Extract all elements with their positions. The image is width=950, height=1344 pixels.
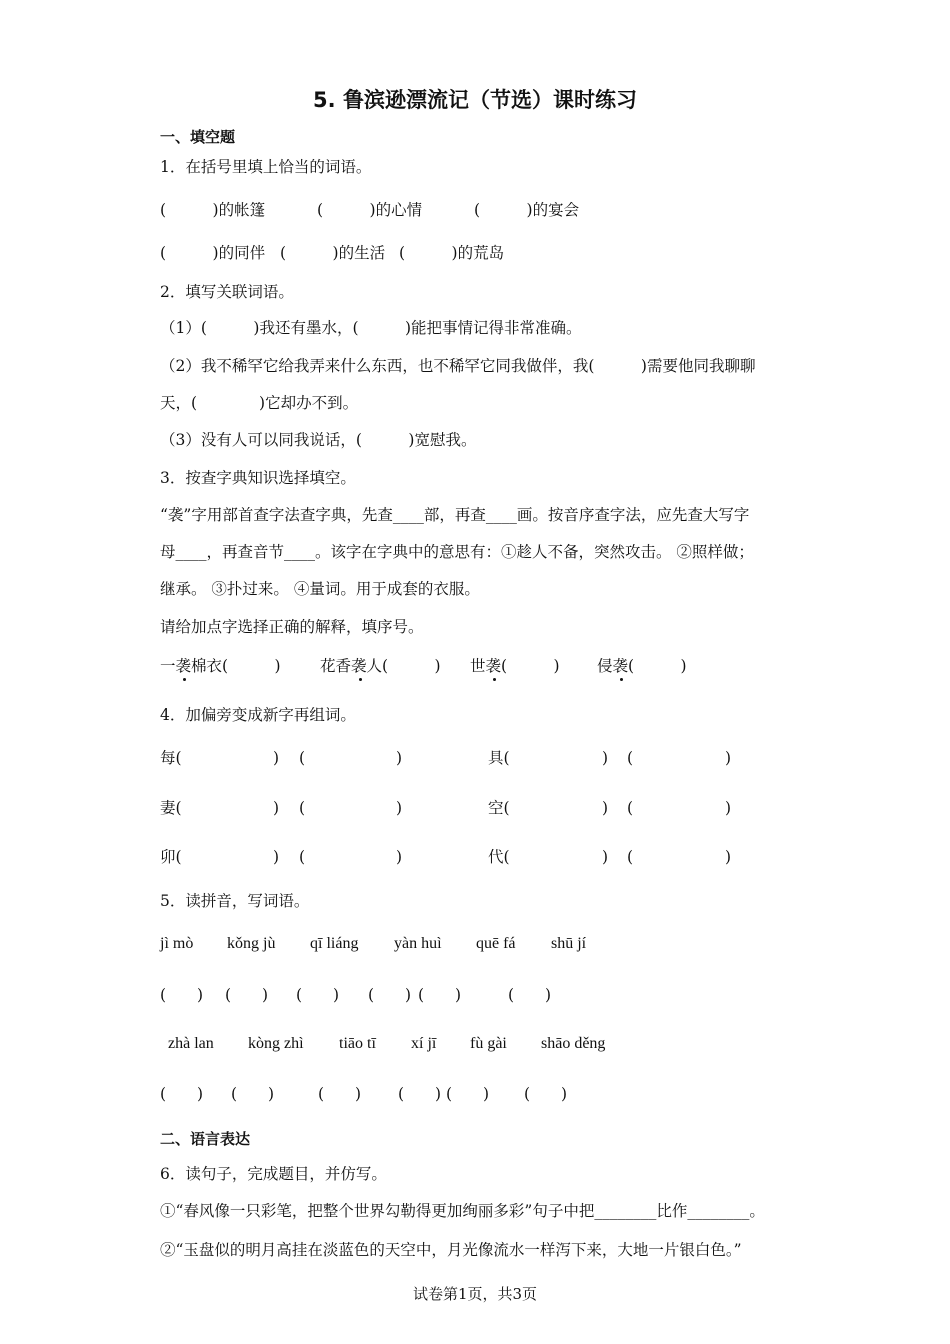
q4-cell: ): [273, 799, 280, 817]
q5-blank: ( ): [160, 1085, 204, 1103]
pinyin-word: fù gài: [470, 1035, 507, 1052]
q2-line: （3）没有人可以同我说话，( )宽慰我。: [160, 431, 477, 449]
q5-blank: ( ): [368, 986, 412, 1004]
q4-cell: (: [299, 749, 306, 767]
question-6-prompt: 6．读句子，完成题目，并仿写。: [160, 1165, 387, 1183]
q1-blank: ( )的帐篷: [160, 201, 266, 219]
q5-blank: ( ): [524, 1085, 568, 1103]
q4-cell: ): [725, 799, 732, 817]
q4-cell: ): [396, 848, 403, 866]
emphasis-dot: [183, 678, 186, 681]
pinyin-word: xí jī: [411, 1035, 437, 1052]
q3-item: 世袭( ): [470, 657, 560, 675]
question-3-prompt: 3．按查字典知识选择填空。: [160, 469, 356, 487]
q3-line: 请给加点字选择正确的解释，填序号。: [160, 618, 424, 636]
q1-blank: ( )的荒岛: [399, 244, 505, 262]
q4-cell: (: [299, 799, 306, 817]
q4-cell: ): [602, 799, 609, 817]
q2-line: 天，( )它却办不到。: [160, 394, 359, 412]
q5-blank: ( ): [225, 986, 269, 1004]
q4-cell: 代(: [488, 848, 510, 866]
q5-blank: ( ): [231, 1085, 275, 1103]
pinyin-word: shū jí: [551, 935, 587, 952]
q1-blank: ( )的同伴: [160, 244, 266, 262]
q4-cell: 空(: [488, 799, 510, 817]
pinyin-word: zhà lan: [168, 1035, 214, 1052]
section-heading-expression: 二、语言表达: [160, 1130, 251, 1148]
q4-cell: ): [396, 749, 403, 767]
q4-cell: ): [602, 749, 609, 767]
q3-item: 花香袭人( ): [320, 657, 441, 675]
q3-line: 母____，再查音节____。该字在字典中的意思有：①趁人不备，突然攻击。 ②照样做；: [160, 543, 754, 561]
q3-item: 侵袭( ): [597, 657, 687, 675]
q3-line: 继承。 ③扑过来。 ④量词。用于成套的衣服。: [160, 580, 480, 598]
question-2-prompt: 2．填写关联词语。: [160, 283, 294, 301]
pinyin-word: quē fá: [476, 935, 516, 952]
q4-cell: (: [627, 848, 634, 866]
q4-cell: ): [273, 848, 280, 866]
q1-blank: ( )的心情: [317, 201, 423, 219]
q5-blank: ( ): [508, 986, 552, 1004]
q6-line: ①“春风像一只彩笔，把整个世界勾勒得更加绚丽多彩”句子中把________比作________。: [160, 1202, 765, 1220]
question-5-prompt: 5．读拼音，写词语。: [160, 892, 310, 910]
pinyin-word: kòng zhì: [248, 1035, 304, 1052]
pinyin-word: yàn huì: [394, 935, 442, 952]
q5-blank: ( ): [296, 986, 340, 1004]
q4-cell: 卯(: [160, 848, 182, 866]
q3-line: “袭”字用部首查字法查字典，先查____部，再查____画。按音序查字法，应先查大写字: [160, 506, 750, 524]
q1-blank: ( )的生活: [280, 244, 386, 262]
pinyin-word: kǒng jù: [227, 935, 276, 952]
q4-cell: (: [299, 848, 306, 866]
pinyin-word: qī liáng: [310, 935, 359, 952]
pinyin-word: jì mò: [160, 935, 194, 952]
pinyin-word: shāo děng: [541, 1035, 606, 1052]
q2-line: （2）我不稀罕它给我弄来什么东西，也不稀罕它同我做伴，我( )需要他同我聊聊: [160, 357, 756, 375]
emphasis-dot: [493, 678, 496, 681]
q4-cell: (: [627, 799, 634, 817]
question-1-prompt: 1．在括号里填上恰当的词语。: [160, 158, 372, 176]
emphasis-dot: [620, 678, 623, 681]
q5-blank: ( ): [418, 986, 462, 1004]
q4-cell: ): [725, 848, 732, 866]
q2-line: （1）( )我还有墨水，( )能把事情记得非常准确。: [160, 319, 582, 337]
q5-blank: ( ): [318, 1085, 362, 1103]
question-4-prompt: 4．加偏旁变成新字再组词。: [160, 706, 356, 724]
q4-cell: 具(: [488, 749, 510, 767]
q1-blank: ( )的宴会: [474, 201, 580, 219]
emphasis-dot: [359, 678, 362, 681]
q4-cell: 每(: [160, 749, 182, 767]
q5-blank: ( ): [398, 1085, 442, 1103]
q3-item: 一袭棉衣( ): [160, 657, 281, 675]
q5-blank: ( ): [160, 986, 204, 1004]
q4-cell: ): [602, 848, 609, 866]
page-footer: 试卷第1页，共3页: [412, 1285, 538, 1303]
q4-cell: (: [627, 749, 634, 767]
q6-line: ②“玉盘似的明月高挂在淡蓝色的天空中，月光像流水一样泻下来，大地一片银白色。”: [160, 1241, 742, 1259]
pinyin-word: tiāo tī: [339, 1035, 376, 1052]
section-heading-fill-in: 一、填空题: [160, 128, 236, 146]
page-title: 5. 鲁滨逊漂流记（节选）课时练习: [313, 88, 637, 112]
q5-blank: ( ): [446, 1085, 490, 1103]
q4-cell: ): [396, 799, 403, 817]
q4-cell: 妻(: [160, 799, 182, 817]
q4-cell: ): [725, 749, 732, 767]
q4-cell: ): [273, 749, 280, 767]
